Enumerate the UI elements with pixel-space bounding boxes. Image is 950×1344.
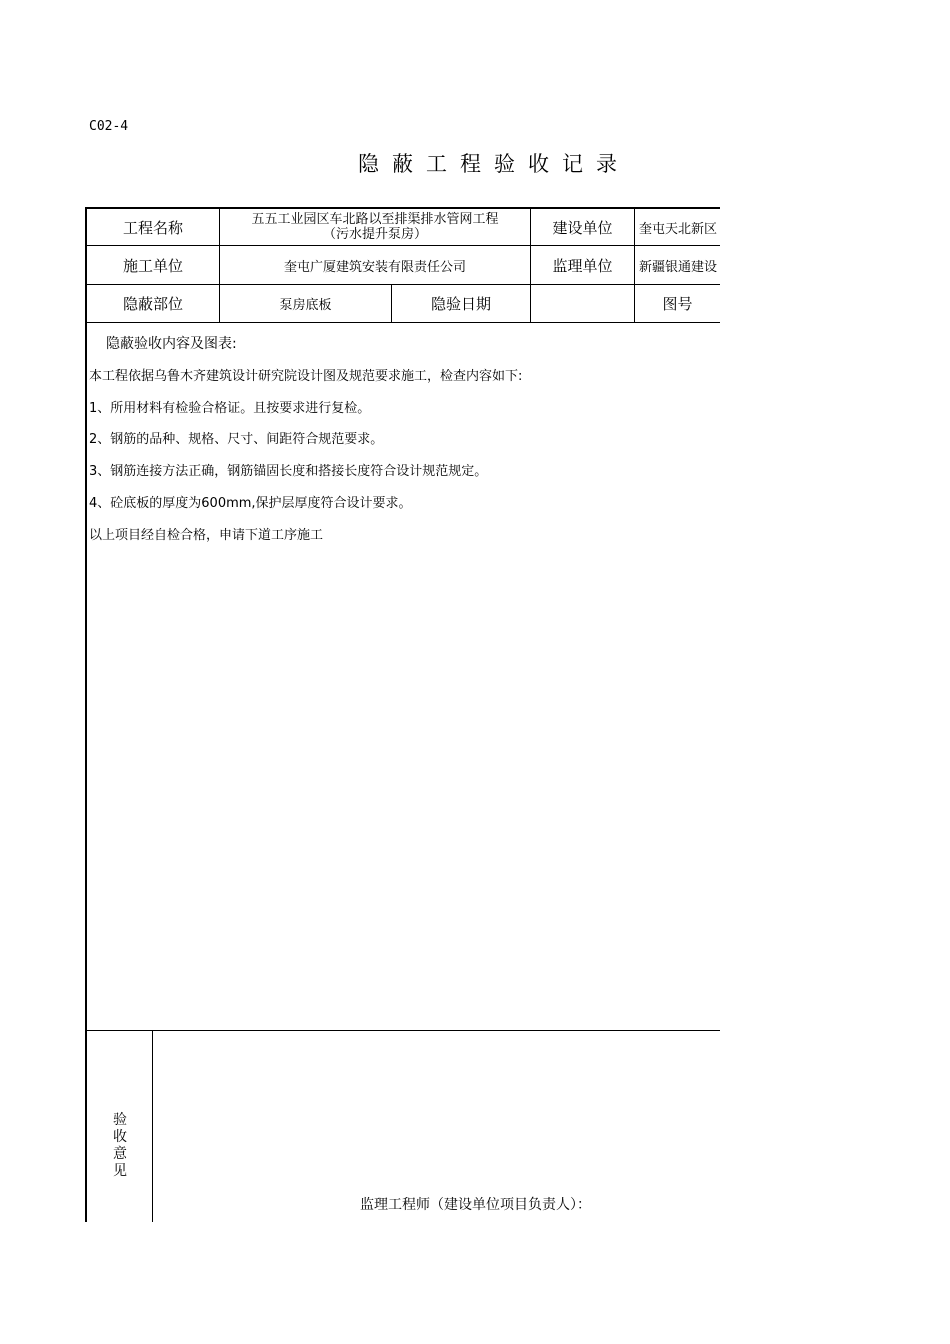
inspection-date-label: 隐验日期 [430,295,491,313]
client-value: 奎屯天北新区 [639,221,718,237]
content-line: 3、钢筋连接方法正确，钢筋锚固长度和搭接长度符合设计规范规定。 [89,464,488,479]
content-line: 本工程依据乌鲁木齐建筑设计研究院设计图及规范要求施工，检查内容如下: [89,369,523,384]
col-divider [152,1030,153,1222]
content-line: 2、钢筋的品种、规格、尺寸、间距符合规范要求。 [89,432,384,447]
page-title: 隐蔽工程验收记录 [358,152,630,176]
project-name-line1: 五五工业园区车北路以至排渠排水管网工程 [251,212,499,227]
drawing-number-label: 图号 [662,295,693,313]
contractor-label: 施工单位 [122,256,183,275]
client-label: 建设单位 [552,218,613,237]
contractor-value: 奎屯广厦建筑安装有限责任公司 [283,259,466,275]
project-name-line2: （污水提升泵房） [322,227,427,242]
inspection-date-value [531,285,634,322]
supervisor-value: 新疆银通建设 [639,259,718,275]
supervisor-label: 监理单位 [552,256,613,275]
table-left-border [85,207,87,1222]
hidden-part-label: 隐蔽部位 [122,295,183,313]
section-divider [86,1030,720,1031]
row-divider [86,322,720,323]
acceptance-opinion-label: 验收意见 [113,1112,127,1179]
content-line: 以上项目经自检合格，申请下道工序施工 [89,528,324,543]
supervisor-signature-label: 监理工程师（建设单位项目负责人）： [360,1197,591,1213]
project-name-label: 工程名称 [122,218,183,237]
project-name-value [220,209,530,245]
content-line: 1、所用材料有检验合格证。且按要求进行复检。 [89,401,371,416]
content-line: 4、砼底板的厚度为600mm,保护层厚度符合设计要求。 [89,496,412,511]
hidden-part-value: 泵房底板 [279,298,332,313]
form-code: C02-4 [89,119,129,134]
content-heading: 隐蔽验收内容及图表: [106,336,237,352]
